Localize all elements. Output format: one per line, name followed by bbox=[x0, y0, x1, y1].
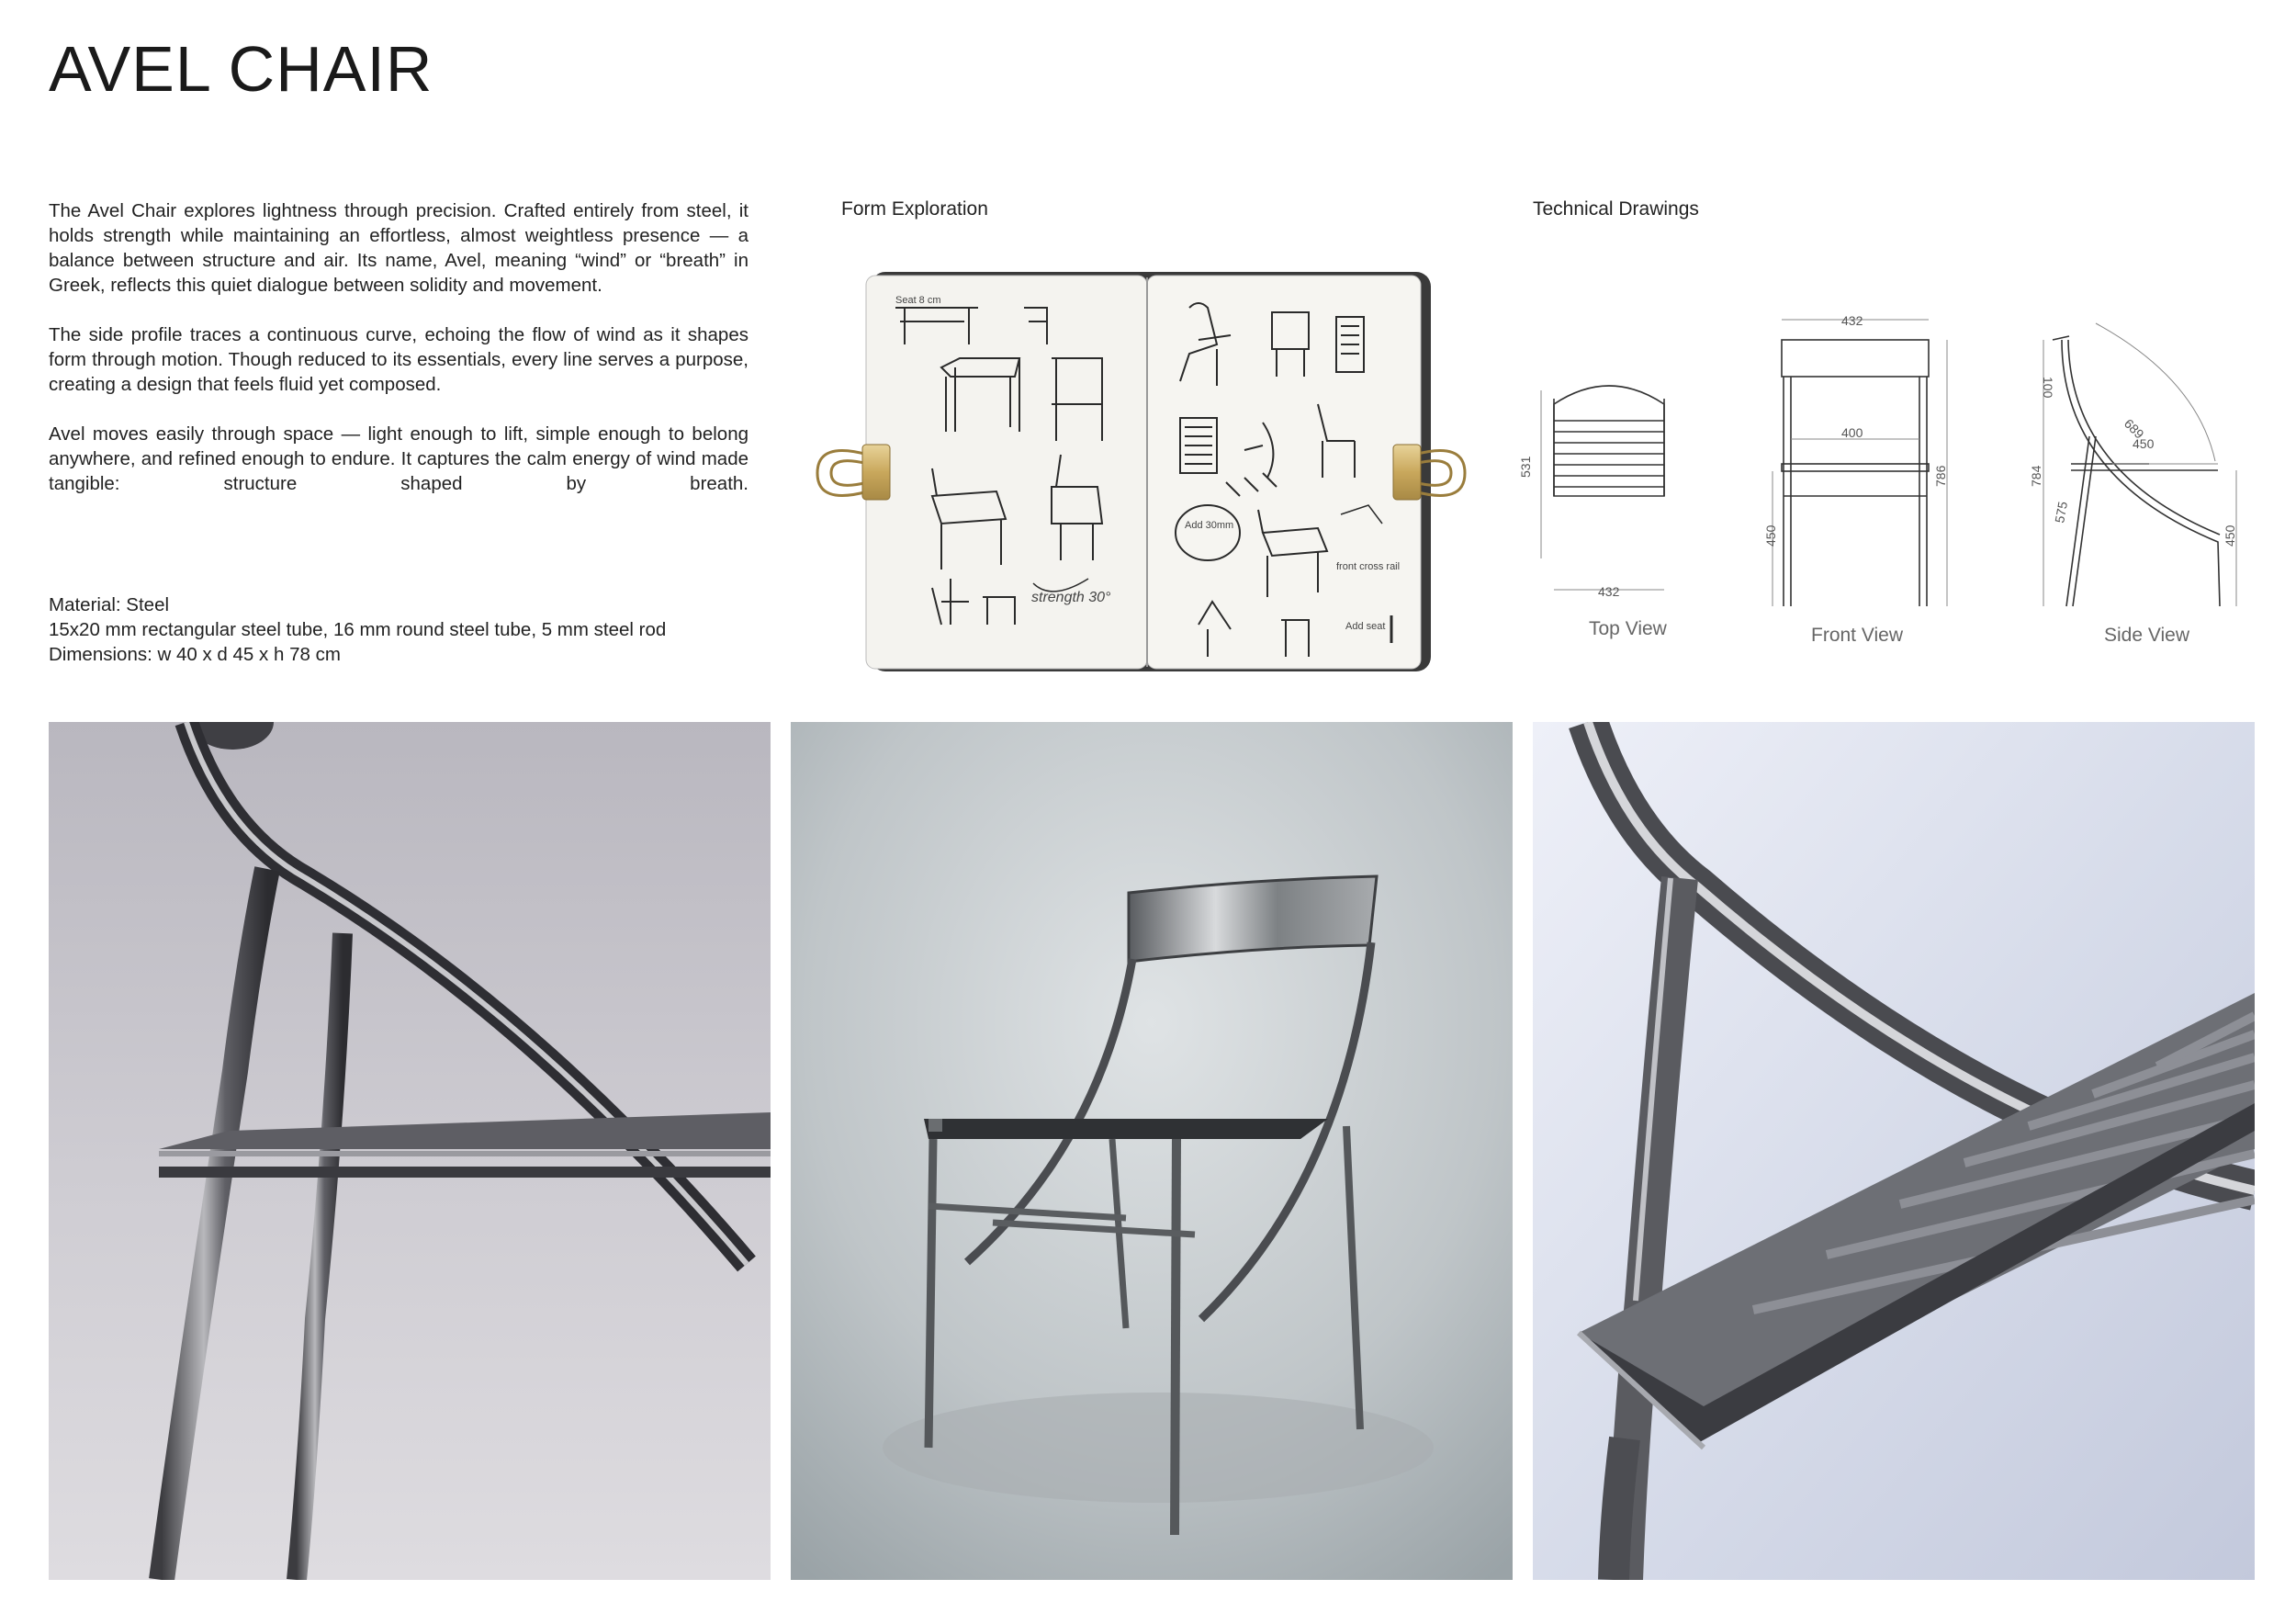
top-view-dim-depth: 531 bbox=[1518, 456, 1533, 478]
photo-seat-corner bbox=[1533, 722, 2255, 1580]
side-view-dim-leg: 575 bbox=[2052, 500, 2071, 524]
photo-detail-side-curve bbox=[49, 722, 771, 1580]
front-view-dim-height: 786 bbox=[1933, 465, 1948, 487]
sketch-note-seat: Seat 8 cm bbox=[895, 295, 941, 306]
sketchbook-image bbox=[804, 266, 1479, 680]
description-paragraph-1: The Avel Chair explores lightness through precision. Crafted entirely from steel, it holds strength while maintaining an effortless, almost weightless presence — a balance between structure and air. Its name, Avel, meaning “wind” or “breath” in Greek, reflects this quiet dialogue between solidity and movement. bbox=[49, 200, 748, 296]
specifications bbox=[49, 592, 666, 667]
description bbox=[49, 198, 748, 521]
front-view-drawing bbox=[1773, 320, 1947, 606]
front-view-dim-seat: 400 bbox=[1841, 425, 1863, 440]
front-view-label: Front View bbox=[1811, 625, 1903, 646]
form-exploration-label: Form Exploration bbox=[841, 198, 988, 220]
technical-drawings-label: Technical Drawings bbox=[1533, 198, 1699, 220]
description-paragraph-3: Avel moves easily through space — light enough to lift, simple enough to belong anywhere, and refined enough to endure. It captures the calm energy of wind made tangible: structure shaped by breath. bbox=[49, 423, 748, 494]
side-view-dim-height: 784 bbox=[2029, 465, 2043, 487]
description-paragraph-2: The side profile traces a continuous curve, echoing the flow of wind as it shapes form through motion. Though reduced to its essentials, every line serves a purpose, creating a design that feels fluid yet composed. bbox=[49, 324, 748, 395]
page-title: AVEL CHAIR bbox=[49, 33, 433, 105]
top-view-dim-width: 432 bbox=[1598, 584, 1620, 599]
spec-material: Material: Steel bbox=[49, 594, 170, 615]
side-view-dim-depth: 450 bbox=[2133, 436, 2155, 451]
binder-clip-left bbox=[817, 451, 868, 496]
sketch-note-add-seat: Add seat bbox=[1345, 621, 1386, 632]
spec-dimensions: Dimensions: w 40 x d 45 x h 78 cm bbox=[49, 644, 341, 665]
side-view-dim-back: 100 bbox=[2041, 377, 2055, 399]
side-view-dim-curve: 689 bbox=[2121, 415, 2147, 442]
sketch-note-rail: front cross rail bbox=[1336, 561, 1401, 572]
front-view-dim-top: 432 bbox=[1841, 313, 1863, 328]
sketch-note-strength: strength 30° bbox=[1031, 590, 1111, 605]
side-view-drawing bbox=[2043, 323, 2236, 606]
side-view-label: Side View bbox=[2104, 625, 2190, 646]
front-view-dim-seat-height: 450 bbox=[1763, 524, 1778, 547]
photo-full-chair bbox=[791, 722, 1513, 1580]
top-view-label: Top View bbox=[1589, 618, 1667, 639]
side-view-dim-seat-height: 450 bbox=[2223, 524, 2237, 547]
top-view-drawing bbox=[1541, 386, 1664, 590]
technical-drawings bbox=[1515, 303, 2250, 661]
sketch-note-add: Add 30mm bbox=[1185, 520, 1234, 531]
spec-tubes: 15x20 mm rectangular steel tube, 16 mm round steel tube, 5 mm steel rod bbox=[49, 619, 667, 640]
